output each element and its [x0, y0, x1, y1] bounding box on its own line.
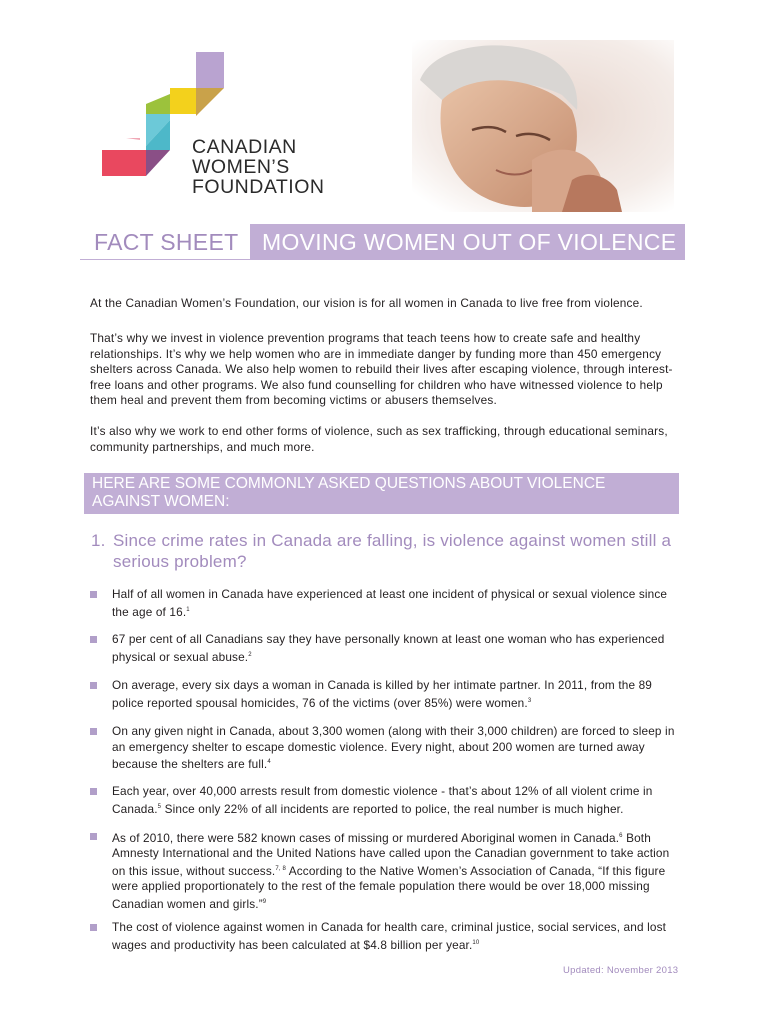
- title-banner: [250, 224, 685, 260]
- footnote-ref: 9: [262, 898, 267, 905]
- title-row: [80, 224, 685, 260]
- bullet-square-icon: [90, 833, 97, 840]
- intro-paragraph-1: At the Canadian Women’s Foundation, our vision is for all women in Canada to live free from violence.: [90, 296, 643, 310]
- footnote-ref: 7, 8: [275, 865, 286, 872]
- bullet-square-icon: [90, 636, 97, 643]
- brand-line-3: FOUNDATION: [192, 176, 325, 198]
- intro-paragraph-3: It’s also why we work to end other forms of violence, such as sex trafficking, through educational seminars, community partnerships, and much more.: [90, 424, 668, 454]
- intro-paragraph-2: That’s why we invest in violence prevention programs that teach teens how to create safe and healthy relationships. It’s why we help women who are in immediate danger by funding more than 450 emergency shelters across Canada. We also help women to rebuild their lives after escaping violence, through interest-free loans and other programs. We also fund counselling for children who have witnessed violence to help them heal and prevent them from becoming victims or abusers themselves.: [90, 331, 673, 407]
- question-number: 1.: [91, 531, 106, 550]
- footnote-ref: 6: [619, 833, 623, 839]
- bullet-text: Half of all women in Canada have experienced at least one incident of physical or sexual violence since the age of 16.: [112, 587, 668, 619]
- title-divider: [80, 259, 685, 260]
- page-title: MOVING WOMEN OUT OF VIOLENCE: [262, 229, 677, 255]
- question-1: [91, 530, 691, 572]
- bullet-text: The cost of violence against women in Canada for health care, criminal justice, social services, and lost wages and productivity has been calculated at $4.8 billion per year.: [112, 920, 667, 952]
- footnote-ref: 10: [472, 939, 480, 946]
- footnote-ref: 1: [186, 606, 190, 613]
- bullet-square-icon: [90, 728, 97, 735]
- brand-line-1: CANADIAN: [192, 136, 297, 158]
- bullet-text: On average, every six days a woman in Canada is killed by her intimate partner. In 2011, from the 89 police reported spousal homicides, 76 of the victims (over 85%) were women.: [112, 678, 653, 710]
- faq-heading-banner: [84, 473, 679, 514]
- updated-date: Updated: November 2013: [563, 965, 679, 976]
- faq-heading: HERE ARE SOME COMMONLY ASKED QUESTIONS ABOUT VIOLENCE AGAINST WOMEN:: [92, 475, 606, 510]
- bullet-text: 67 per cent of all Canadians say they have personally known at least one woman who has experienced physical or sexual abuse.: [112, 632, 665, 664]
- bullet-text: Each year, over 40,000 arrests result from domestic violence - that’s about 12% of all violent crime in Canada.: [112, 784, 653, 816]
- bullet-square-icon: [90, 682, 97, 689]
- bullet-square-icon: [90, 788, 97, 795]
- bullet-square-icon: [90, 591, 97, 598]
- brand-wordmark: [192, 137, 324, 197]
- bullet-text: According to the Native Women’s Association of Canada, “If this figure were applied proportionately to the rest of the female population there would be over 18,000 missing Canadian women and girls.”: [112, 863, 666, 911]
- brand-line-2: WOMEN’S: [192, 156, 290, 178]
- bullet-text: Since only 22% of all incidents are reported to police, the real number is much higher.: [161, 801, 624, 816]
- fact-sheet-label: FACT SHEET: [94, 229, 239, 255]
- portrait-photo: [412, 40, 674, 212]
- footnote-ref: 3: [527, 697, 532, 704]
- bullet-text: As of 2010, there were 582 known cases of missing or murdered Aboriginal women in Canada.: [112, 830, 620, 845]
- footnote-ref: 4: [267, 759, 271, 765]
- bullet-text: Both Amnesty International and the United Nations have called upon the Canadian government to take action on this issue, without success.: [112, 830, 670, 878]
- bullet-square-icon: [90, 924, 97, 931]
- question-text: Since crime rates in Canada are falling, is violence against women still a serious problem?: [113, 531, 672, 571]
- bullet-text: On any given night in Canada, about 3,300 women (along with their 3,000 children) are forced to sleep in an emergency shelter to escape domestic violence. Every night, about 200 women are turned away because the shelters are full.: [112, 724, 675, 771]
- footnote-ref: 5: [157, 803, 162, 810]
- footnote-ref: 2: [248, 651, 252, 658]
